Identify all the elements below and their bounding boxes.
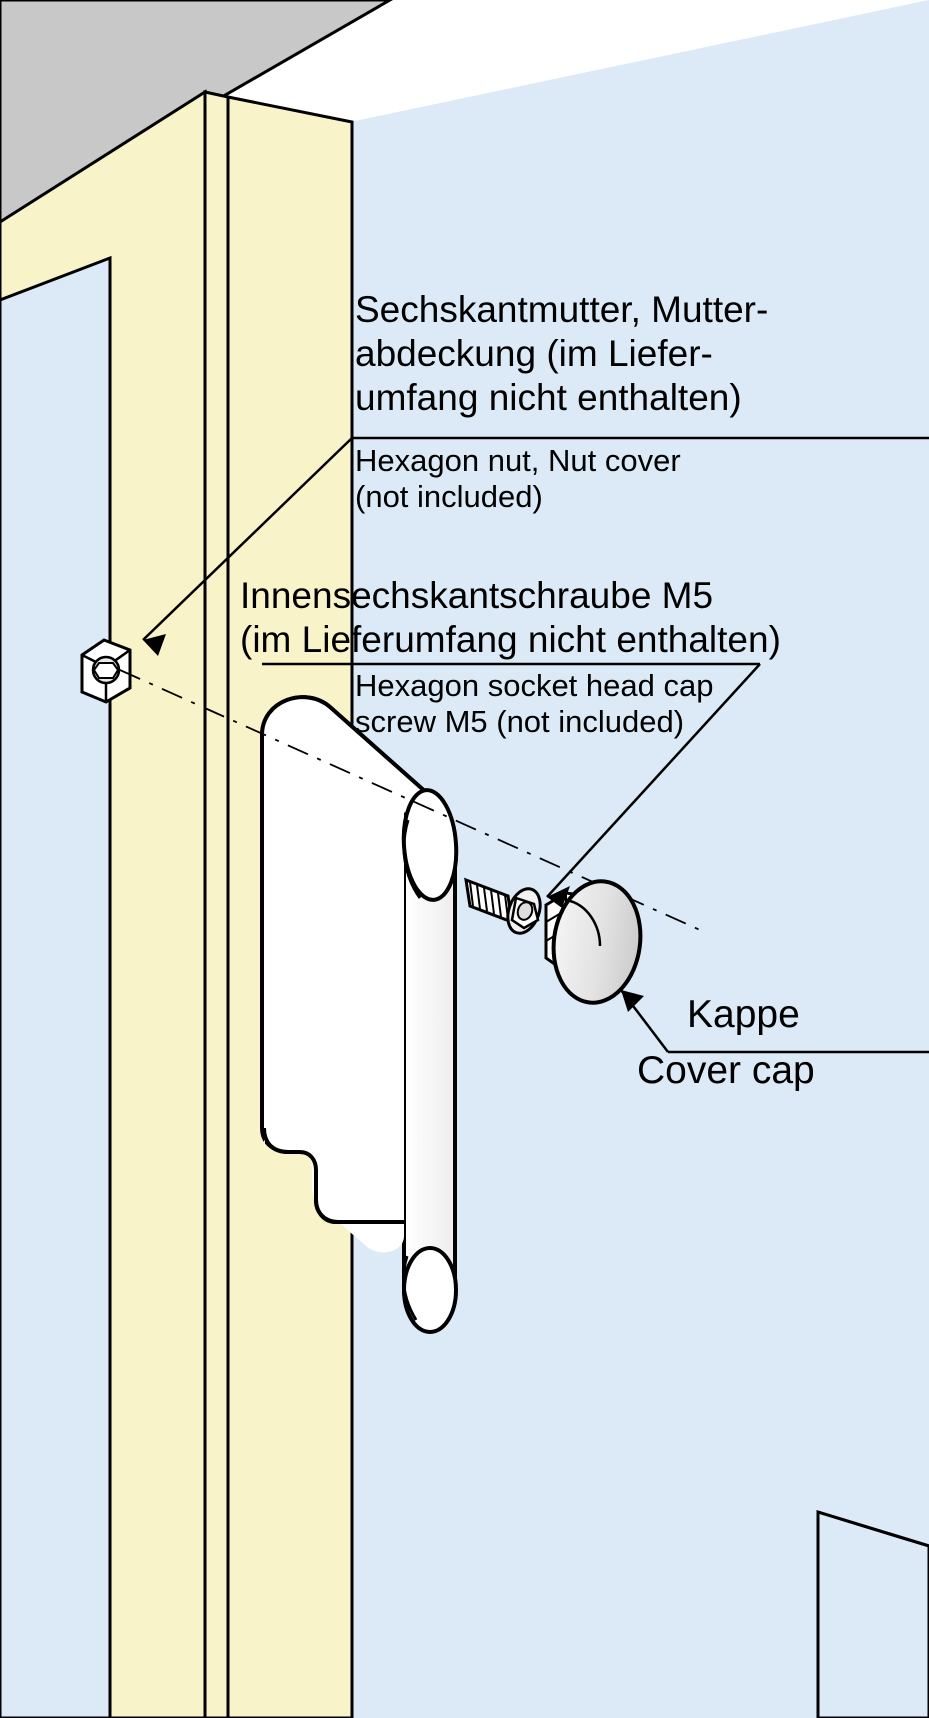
callout-cap-screw-en-line1: Hexagon socket head cap: [355, 668, 714, 703]
callout-cap-screw-de-line1: Innensechskantschraube M5: [240, 575, 714, 616]
callout-cap-screw-en-line2: screw M5 (not included): [355, 704, 685, 739]
frame-profile-strip: [205, 92, 228, 1718]
callout-cover-cap-de: Kappe: [687, 993, 800, 1036]
callout-hex-nut-de-line3: umfang nicht enthalten): [355, 377, 742, 418]
callout-hex-nut-en-line1: Hexagon nut, Nut cover: [355, 443, 681, 478]
callout-hex-nut-en-line2: (not included): [355, 479, 543, 514]
callout-hex-nut-de-line2: abdeckung (im Liefer-: [355, 333, 713, 374]
callout-hex-nut-de-line1: Sechskantmutter, Mutter-: [355, 289, 769, 330]
callout-cover-cap-en: Cover cap: [637, 1049, 815, 1092]
lower-panel-edge: [818, 1512, 929, 1718]
callout-cap-screw-de-line2: (im Lieferumfang nicht enthalten): [240, 619, 781, 660]
left-panel-glass: [0, 258, 110, 1718]
